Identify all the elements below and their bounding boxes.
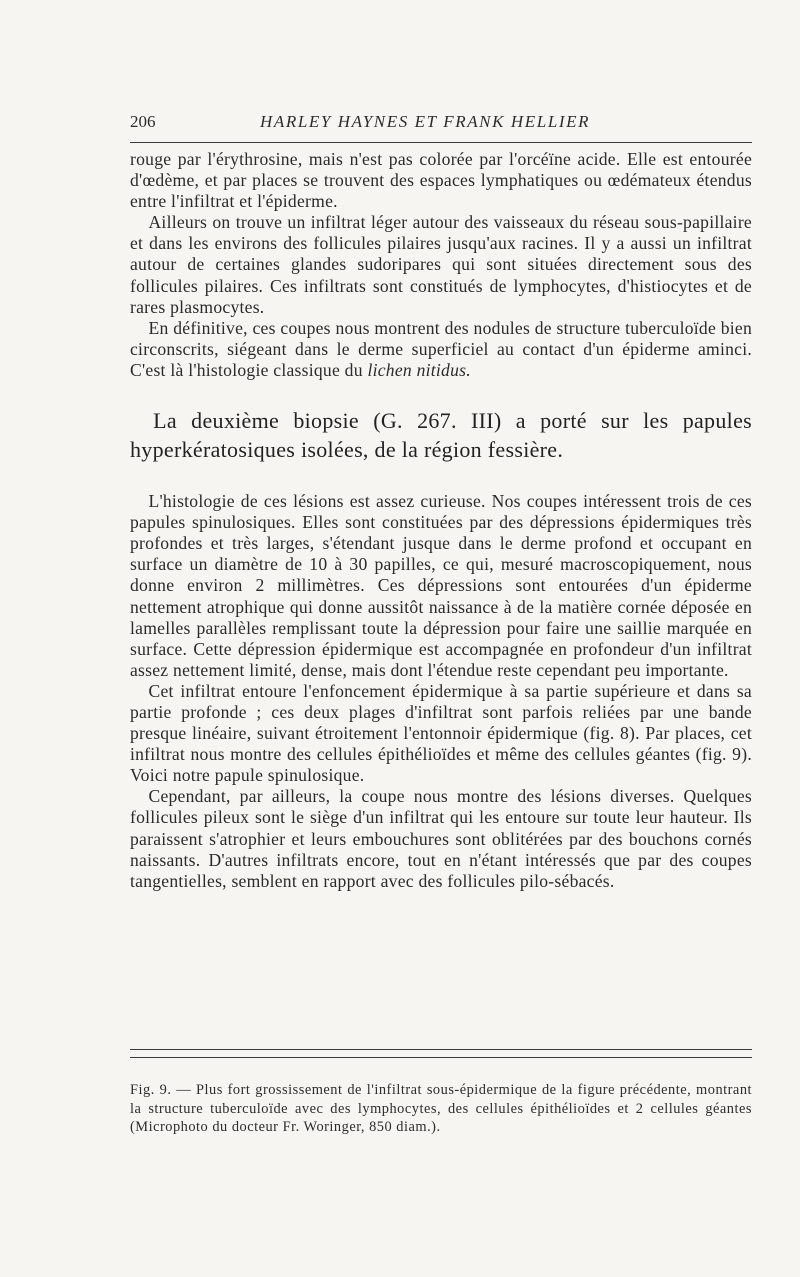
section-heading: La deuxième biopsie (G. 267. III) a porté sur les papules hyperkératosiques isolées, de la région fessière. — [130, 408, 752, 463]
paragraph: L'histologie de ces lésions est assez curieuse. Nos coupes intéressent trois de ces papules spinulosiques. Elles sont constituées par des dépressions épidermiques très profondes et très larges, s'étendant jusque dans le derme profond et occupant en surface un diamètre de 10 à 30 papilles, ce qui, mesuré macroscopiquement, nous donne environ 2 millimètres. Ces dépressions sont entourées d'un épiderme nettement atrophique qui donne aussitôt naissance à de la matière cornée déposée en lamelles parallèles remplissant toute la dépression pour faire une saillie marquée en surface. Cette dépression épidermique est accompagnée en profondeur d'un infiltrat assez nettement limité, dense, mais dont l'étendue reste cependant peu importante. — [130, 491, 752, 680]
section-2 — [130, 491, 752, 892]
paragraph: Cependant, par ailleurs, la coupe nous montre des lésions diverses. Quelques follicules pileux sont le siège d'un infiltrat qui les entoure sur toute leur hauteur. Ils paraissent s'atrophier et leurs embouchures sont oblitérées par des bouchons cornés naissants. D'autres infiltrats encore, tout en n'étant intéressés que par des coupes tangentielles, semblent en rapport avec des follicules pilo-sébacés. — [130, 786, 752, 891]
paragraph-text: En définitive, ces coupes nous montrent des nodules de structure tuberculoïde bien circonscrits, siégeant dans le derme superficiel au contact d'un épiderme aminci. C'est là l'histologie classique du — [130, 317, 752, 380]
paragraph — [130, 318, 752, 381]
page-number: 206 — [130, 112, 156, 131]
section-1 — [130, 149, 752, 381]
caption-divider — [130, 1049, 752, 1058]
running-title: HARLEY HAYNES ET FRANK HELLIER — [260, 112, 591, 131]
page-content — [130, 112, 752, 892]
paragraph: Ailleurs on trouve un infiltrat léger autour des vaisseaux du réseau sous-papillaire et dans les environs des follicules pilaires jusqu'aux racines. Il y a aussi un infiltrat autour de certaines glandes sudoripares qui sont situées directement sous des follicules pilaires. Ces infiltrats sont constitués de lymphocytes, d'histiocytes et de rares plasmocytes. — [130, 212, 752, 317]
running-header — [130, 112, 752, 136]
figure-label: Fig. 9. — [130, 1082, 172, 1098]
caption-text: — Plus fort grossissement de l'infiltrat sous-épidermique de la figure précédente, montrant la structure tuberculoïde avec des lymphocytes, des cellules épithélioïdes et 2 cellules géantes (Microphoto du docteur Fr. Woringer, 850 diam.). — [130, 1082, 753, 1136]
header-rule — [130, 142, 752, 143]
paragraph: rouge par l'érythrosine, mais n'est pas colorée par l'orcéïne acide. Elle est entourée d'œdème, et par places se trouvent des espaces lymphatiques ou œdémateux étendus entre l'infiltrat et l'épiderme. — [130, 149, 752, 212]
paragraph: Cet infiltrat entoure l'enfoncement épidermique à sa partie supérieure et dans sa partie profonde ; ces deux plages d'infiltrat sont parfois reliées par une bande presque linéaire, suivant étroitement l'entonnoir épidermique (fig. 8). Par places, cet infiltrat nous montre des cellules épithélioïdes et même des cellules géantes (fig. 9). Voici notre papule spinulosique. — [130, 680, 752, 786]
figure-caption — [130, 1081, 752, 1137]
italic-term: lichen nitidus. — [367, 359, 471, 380]
